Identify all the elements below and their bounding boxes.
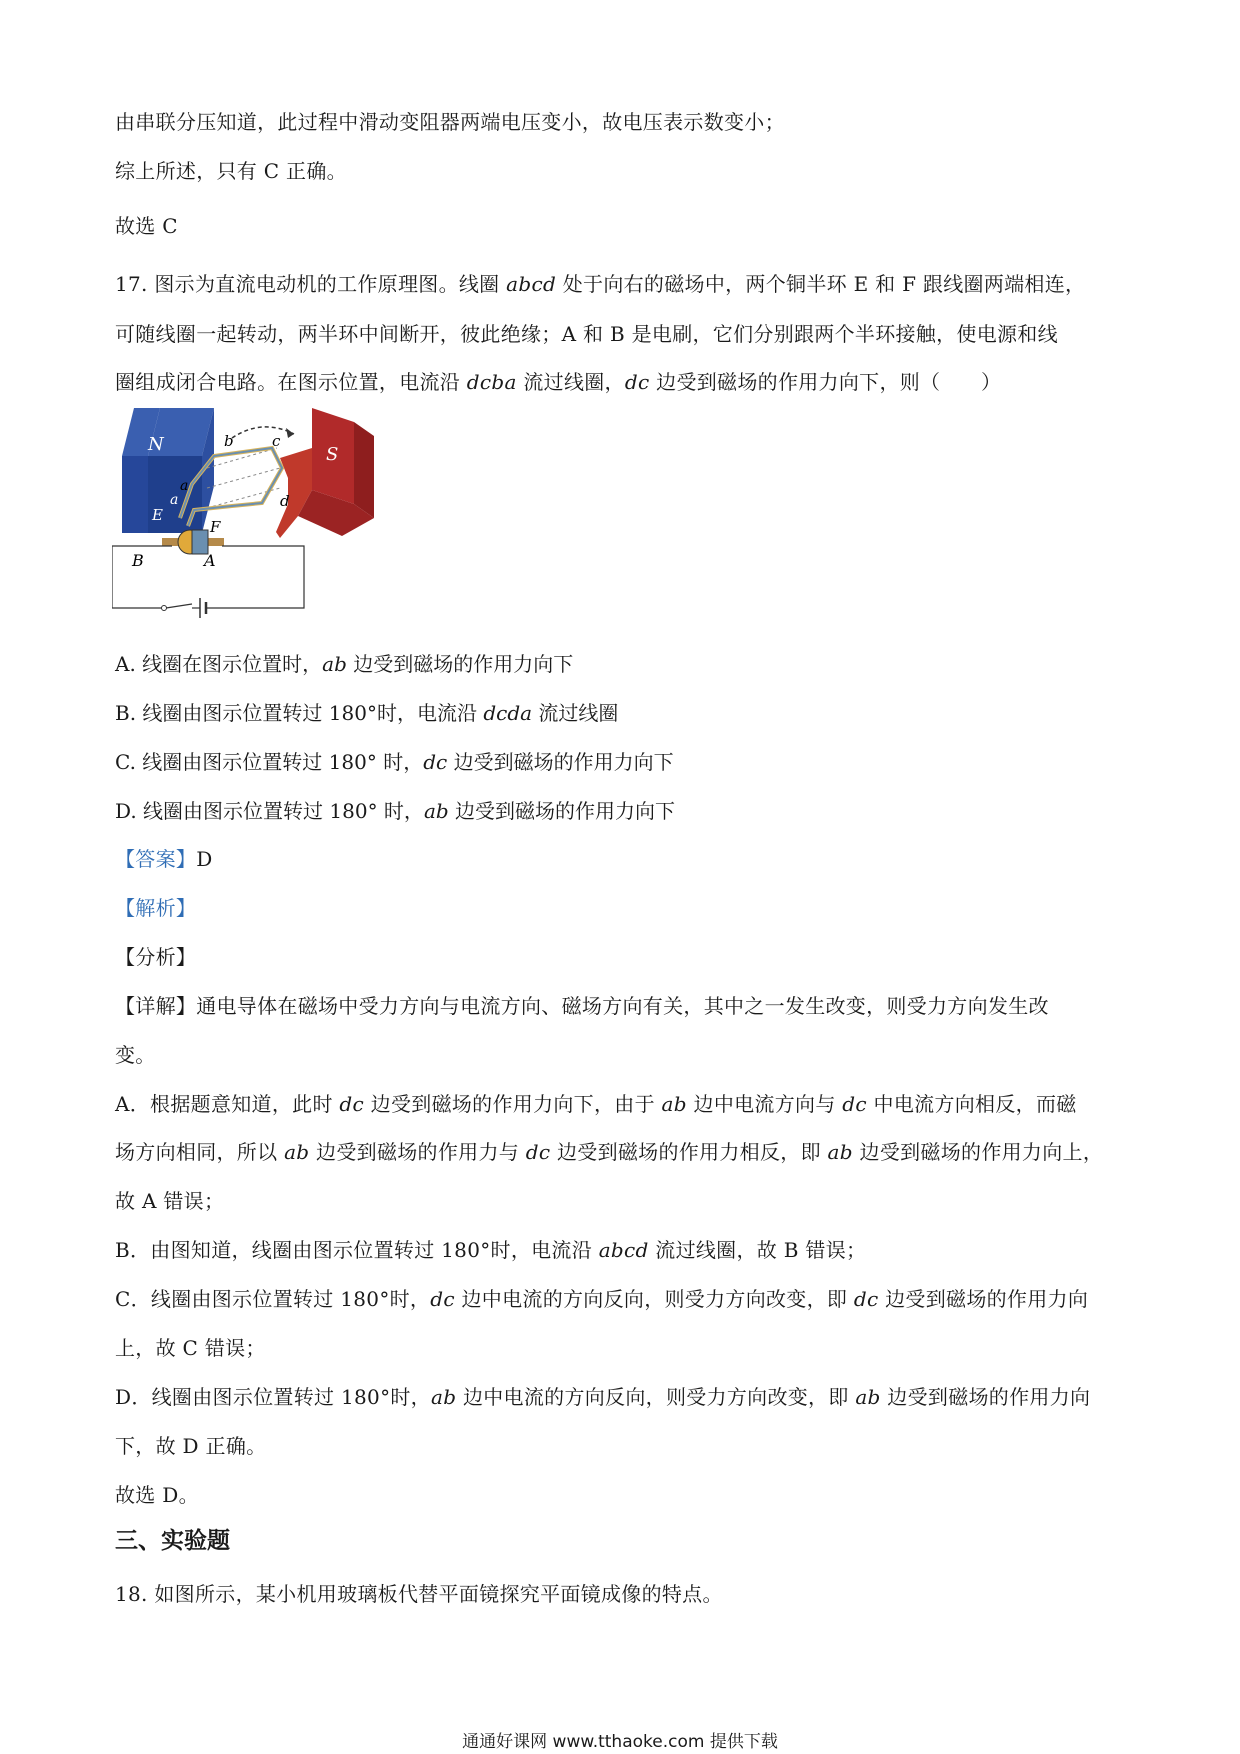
explain-a-3: 故 A 错误； [115, 1189, 225, 1213]
label-brush-a: A [204, 551, 216, 570]
text-line: 综上所述，只有 C 正确。 [115, 159, 347, 183]
label-brush-b: B [132, 551, 144, 570]
explain-b: B．由图知道，线圈由图示位置转过 180°时，电流沿 abcd 流过线圈，故 B 错误； [115, 1238, 867, 1262]
explain-d-1: D．线圈由图示位置转过 180°时，ab 边中电流的方向反向，则受力方向改变，即 ab 边受到磁场的作用力向 [115, 1385, 1091, 1409]
explain-c-2: 上，故 C 错误； [115, 1336, 266, 1360]
footer: 通通好课网 www.tthaoke.com 提供下载 [462, 1732, 778, 1752]
question-17-line-1: 17. 图示为直流电动机的工作原理图。线圈 abcd 处于向右的磁场中，两个铜半环 E 和 F 跟线圈两端相连， [115, 272, 1086, 296]
label-a-upper: a [180, 478, 189, 494]
question-17-line-3: 圈组成闭合电路。在图示位置，电流沿 dcba 流过线圈，dc 边受到磁场的作用力向下，则（ ） [115, 370, 1002, 394]
label-f: F [210, 518, 221, 536]
section-heading: 三、实验题 [115, 1528, 230, 1554]
label-n: N [148, 434, 164, 455]
question-17-line-2: 可随线圈一起转动，两半环中间断开，彼此绝缘；A 和 B 是电刷，它们分别跟两个半环接触，使电源和线 [115, 322, 1058, 346]
label-b: b [224, 432, 234, 450]
dc-motor-figure [112, 408, 402, 618]
label-d: d [280, 492, 290, 510]
explain-a-1: A．根据题意知道，此时 dc 边受到磁场的作用力向下，由于 ab 边中电流方向与 dc 中电流方向相反，而磁 [115, 1092, 1077, 1116]
option-b: B. 线圈由图示位置转过 180°时，电流沿 dcda 流过线圈 [115, 701, 619, 725]
question-18: 18. 如图所示，某小机用玻璃板代替平面镜探究平面镜成像的特点。 [115, 1582, 723, 1606]
label-c: c [272, 432, 281, 450]
answer-line: 【答案】D [115, 847, 213, 871]
detail-line: 【详解】通电导体在磁场中受力方向与电流方向、磁场方向有关，其中之一发生改变，则受力方向发生改 [115, 994, 1049, 1018]
detail-line-2: 变。 [115, 1043, 156, 1067]
label-s: S [326, 444, 339, 465]
circuit-wire-right [206, 546, 304, 608]
explain-d-2: 下，故 D 正确。 [115, 1434, 267, 1458]
label-a-lower: a [170, 492, 179, 508]
explain-c-1: C．线圈由图示位置转过 180°时，dc 边中电流的方向反向，则受力方向改变，即 dc 边受到磁场的作用力向 [115, 1287, 1089, 1311]
fenxi-label: 【分析】 [115, 945, 197, 969]
option-c: C. 线圈由图示位置转过 180° 时，dc 边受到磁场的作用力向下 [115, 750, 674, 774]
option-a: A. 线圈在图示位置时，ab 边受到磁场的作用力向下 [115, 652, 574, 676]
text-line: 故选 C [115, 214, 178, 238]
label-e: E [152, 506, 163, 524]
rotation-arrow [232, 427, 294, 438]
option-d: D. 线圈由图示位置转过 180° 时，ab 边受到磁场的作用力向下 [115, 799, 676, 823]
analysis-label: 【解析】 [115, 896, 197, 920]
switch [166, 604, 192, 608]
explain-a-2: 场方向相同，所以 ab 边受到磁场的作用力与 dc 边受到磁场的作用力相反，即 ab 边受到磁场的作用力向上， [115, 1140, 1104, 1164]
conclusion: 故选 D。 [115, 1483, 199, 1507]
text-line: 由串联分压知道，此过程中滑动变阻器两端电压变小，故电压表示数变小； [115, 110, 785, 134]
